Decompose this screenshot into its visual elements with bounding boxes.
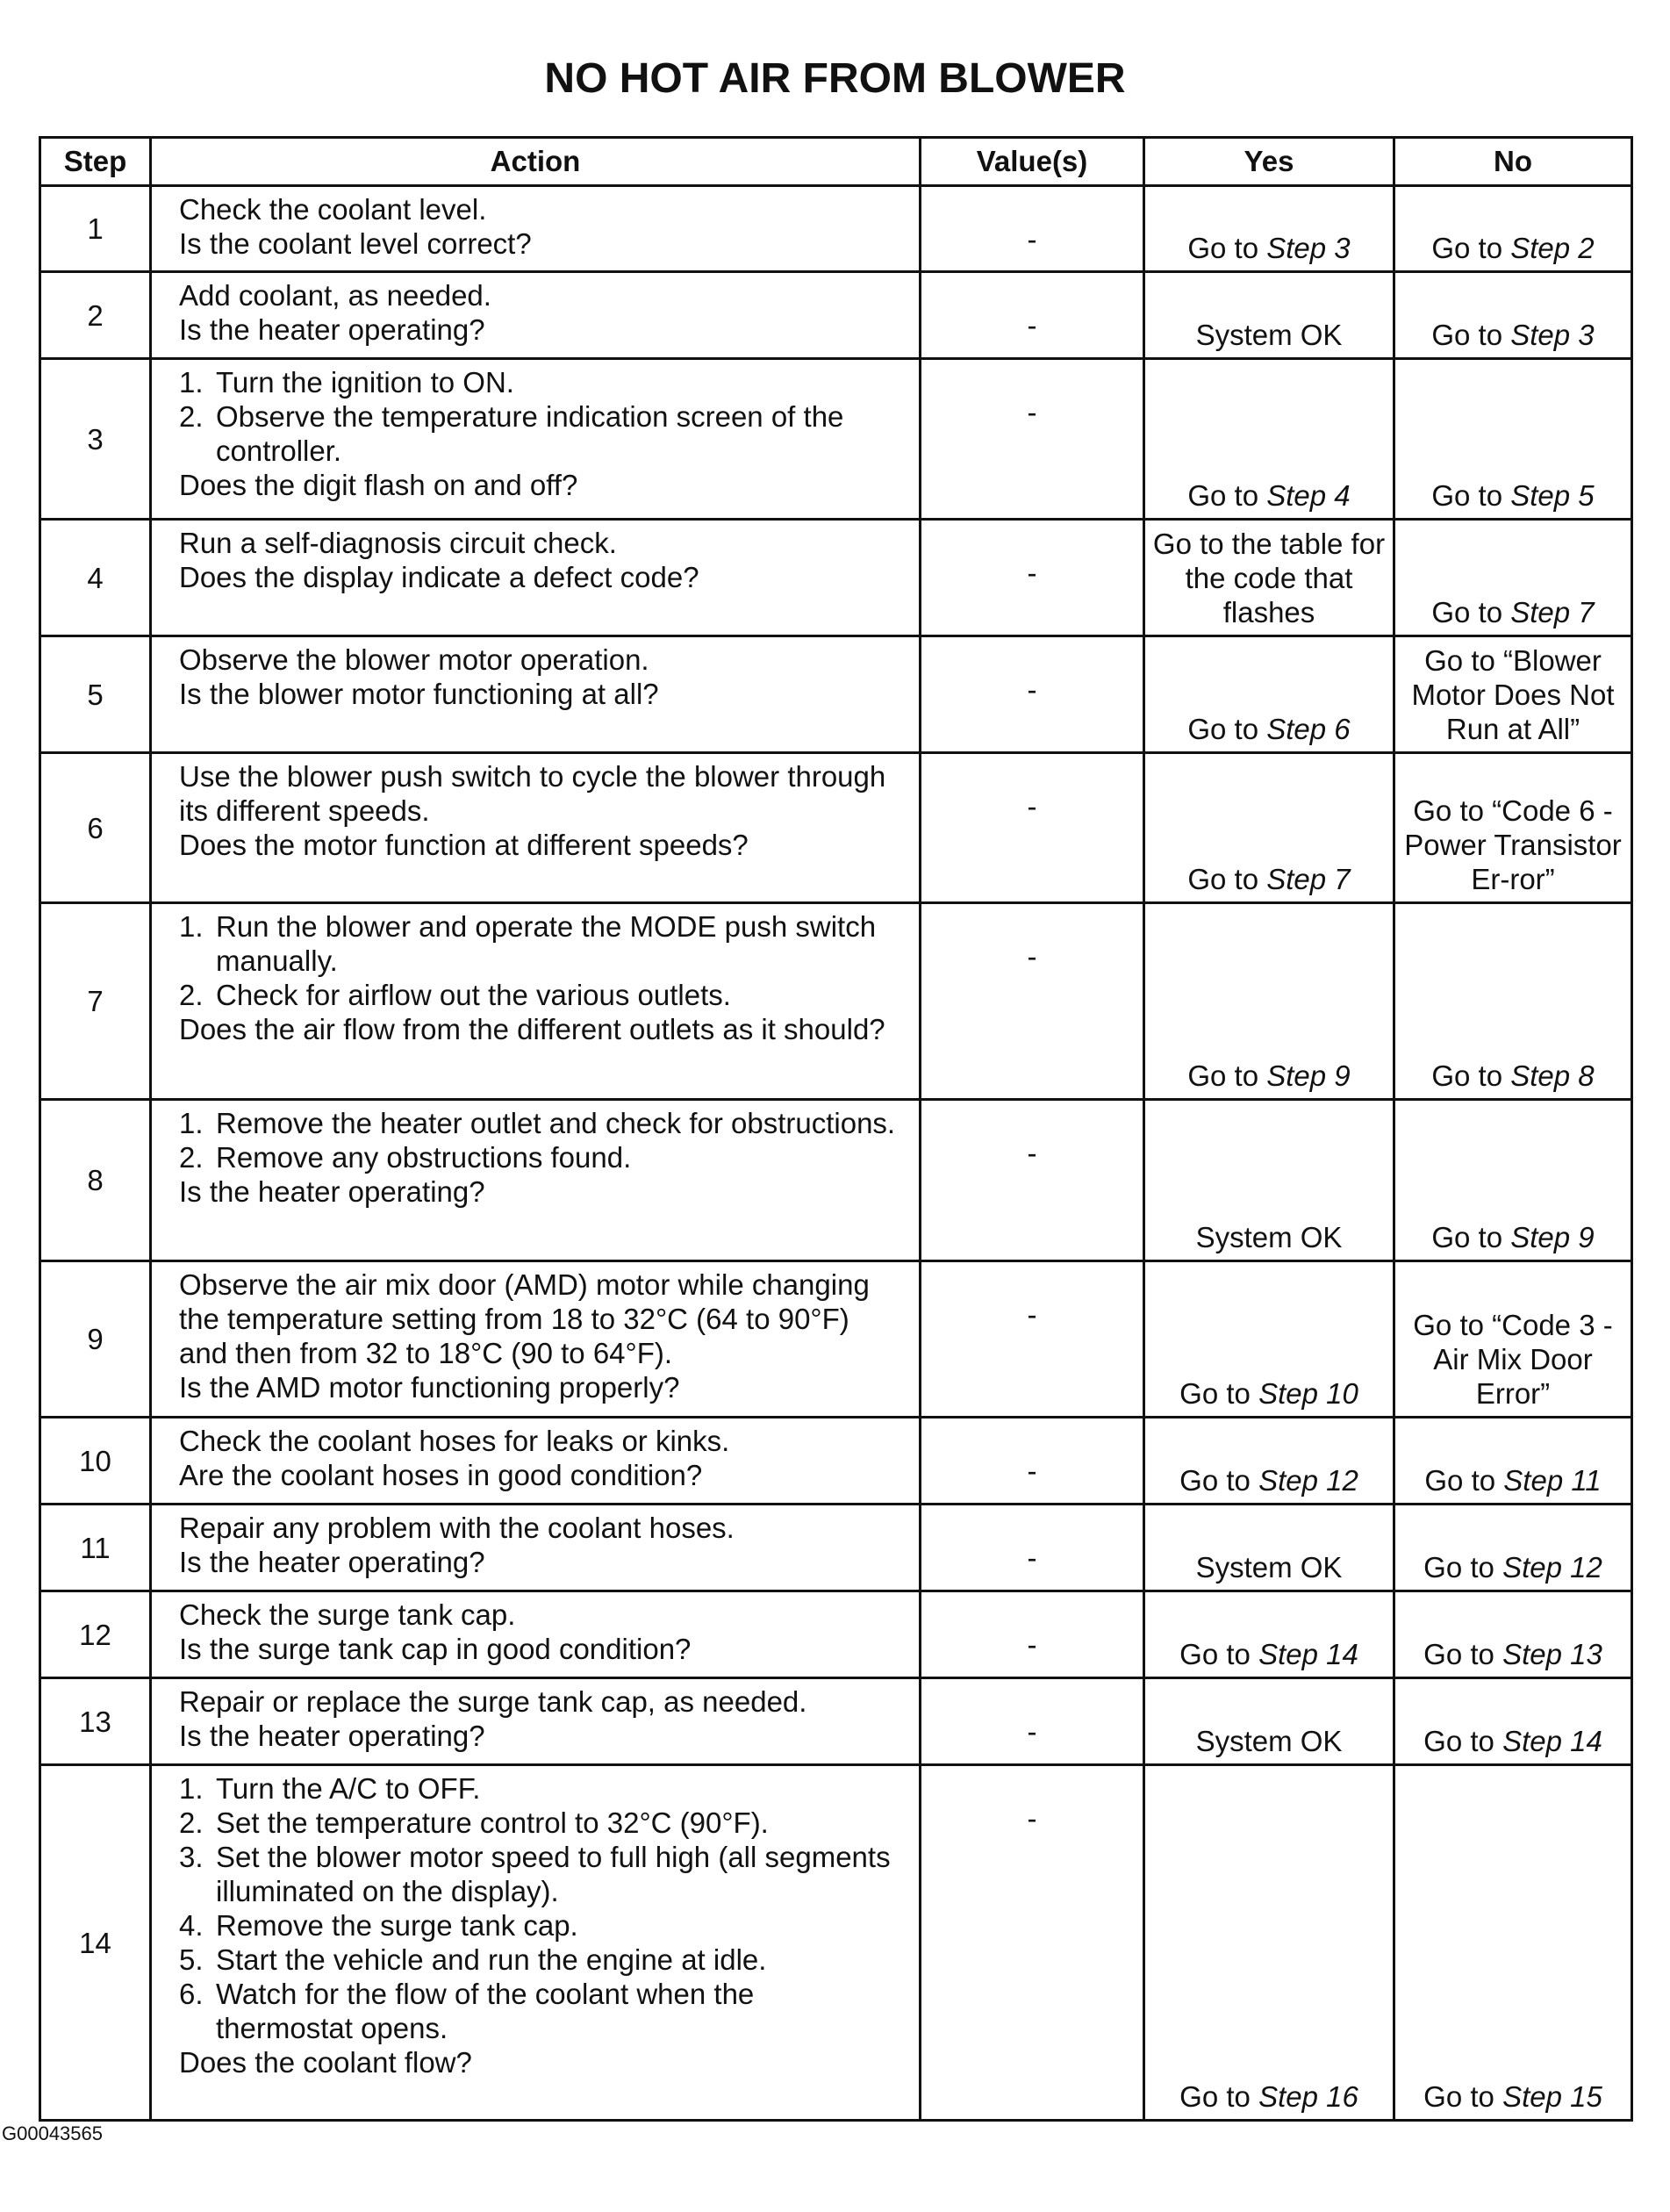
action-text: Check the coolant hoses for leaks or kinks. — [179, 1425, 730, 1457]
no-result-text: Go to “Blower Motor Does Not Run at All” — [1411, 644, 1615, 745]
action-item-text: Set the blower motor speed to full high (all segments illuminated on the display). — [216, 1841, 891, 1907]
action-item-text: Watch for the flow of the coolant when the thermostat opens. — [216, 1978, 755, 2044]
step-number: 2 — [40, 272, 151, 359]
action-item-text: Run the blower and operate the MODE push switch manually. — [216, 910, 877, 977]
action-text: Add coolant, as needed. — [179, 279, 491, 312]
step-number: 12 — [40, 1591, 151, 1678]
step-number: 9 — [40, 1261, 151, 1418]
value-cell: - — [921, 359, 1144, 520]
value-cell: - — [921, 520, 1144, 636]
table-row — [40, 1591, 1632, 1678]
table-header-row — [40, 138, 1632, 186]
yes-cell — [1144, 1678, 1394, 1765]
action-text: Check the coolant level. — [179, 193, 487, 226]
goto-prefix: Go to — [1179, 1638, 1251, 1670]
step-number: 3 — [40, 359, 151, 520]
action-numbered-item — [179, 1943, 898, 1977]
goto-step-link: Step 4 — [1266, 479, 1351, 512]
step-number: 7 — [40, 903, 151, 1100]
action-numbered-item — [179, 1908, 898, 1943]
value-cell: - — [921, 272, 1144, 359]
goto-prefix: Go to — [1424, 1464, 1496, 1497]
goto-step-link: Step 16 — [1258, 2080, 1358, 2113]
action-numbered-item — [179, 909, 898, 978]
action-cell — [151, 186, 921, 272]
action-item-number: 1. — [179, 366, 204, 399]
goto-prefix: Go to — [1423, 1551, 1494, 1584]
no-cell — [1394, 753, 1632, 903]
table-row — [40, 186, 1632, 272]
yes-cell — [1144, 520, 1394, 636]
action-numbered-item — [179, 1140, 898, 1174]
action-text: Repair or replace the surge tank cap, as needed. — [179, 1685, 807, 1718]
table-row — [40, 1100, 1632, 1261]
header-values: Value(s) — [921, 138, 1144, 186]
yes-cell — [1144, 1591, 1394, 1678]
table-row — [40, 1505, 1632, 1591]
no-cell — [1394, 520, 1632, 636]
action-item-text: Observe the temperature indication screen of the controller. — [216, 400, 844, 467]
no-cell — [1394, 186, 1632, 272]
yes-cell — [1144, 903, 1394, 1100]
no-cell — [1394, 1100, 1632, 1261]
goto-step-link: Step 7 — [1266, 863, 1351, 895]
yes-cell — [1144, 1261, 1394, 1418]
action-cell — [151, 1678, 921, 1765]
action-text: Observe the air mix door (AMD) motor while changing the temperature setting from 18 to 32°C (64 to 90°F) and then from 32 to 18°C (90 to 64°F). — [179, 1268, 870, 1369]
table-row — [40, 1765, 1632, 2121]
action-text: Is the heater operating? — [179, 1720, 485, 1752]
no-cell — [1394, 1591, 1632, 1678]
yes-cell — [1144, 1765, 1394, 2121]
goto-step-link: Step 11 — [1503, 1464, 1602, 1497]
table-row — [40, 753, 1632, 903]
table-row — [40, 520, 1632, 636]
action-numbered-item — [179, 365, 898, 399]
value-cell: - — [921, 1765, 1144, 2121]
step-number: 6 — [40, 753, 151, 903]
action-cell — [151, 1100, 921, 1261]
no-cell — [1394, 272, 1632, 359]
action-item-text: Start the vehicle and run the engine at idle. — [216, 1943, 767, 1976]
table-body — [40, 186, 1632, 2121]
action-item-number: 5. — [179, 1943, 204, 1976]
no-result-text: Go to “Code 6 - Power Transistor Er-ror” — [1404, 794, 1622, 895]
goto-prefix: Go to — [1431, 1059, 1503, 1092]
action-item-number: 4. — [179, 1909, 204, 1942]
no-cell — [1394, 1418, 1632, 1505]
action-text: Does the digit flash on and off? — [179, 469, 578, 501]
goto-prefix: Go to — [1431, 1221, 1503, 1253]
step-number: 1 — [40, 186, 151, 272]
action-item-text: Remove the surge tank cap. — [216, 1909, 578, 1942]
no-cell — [1394, 1678, 1632, 1765]
action-item-text: Turn the A/C to OFF. — [216, 1772, 481, 1805]
action-cell — [151, 520, 921, 636]
action-item-number: 2. — [179, 400, 204, 433]
action-numbered-item — [179, 1771, 898, 1806]
goto-prefix: Go to — [1179, 1464, 1251, 1497]
no-cell — [1394, 1765, 1632, 2121]
action-item-text: Remove the heater outlet and check for obstructions. — [216, 1107, 896, 1139]
goto-step-link: Step 5 — [1510, 479, 1595, 512]
goto-prefix: Go to — [1423, 1725, 1494, 1757]
header-yes: Yes — [1144, 138, 1394, 186]
goto-prefix: Go to — [1423, 1638, 1494, 1670]
table-row — [40, 1418, 1632, 1505]
goto-prefix: Go to — [1187, 713, 1259, 745]
yes-cell — [1144, 359, 1394, 520]
table-row — [40, 903, 1632, 1100]
goto-prefix: Go to — [1187, 863, 1259, 895]
goto-step-link: Step 2 — [1510, 232, 1595, 264]
action-text: Is the heater operating? — [179, 1175, 485, 1208]
action-text: Use the blower push switch to cycle the blower through its different speeds. — [179, 760, 886, 827]
action-cell — [151, 1418, 921, 1505]
value-cell: - — [921, 1678, 1144, 1765]
value-cell: - — [921, 1100, 1144, 1261]
yes-cell — [1144, 753, 1394, 903]
goto-prefix: Go to — [1179, 1377, 1251, 1410]
header-no: No — [1394, 138, 1632, 186]
goto-step-link: Step 12 — [1502, 1551, 1602, 1584]
action-item-text: Turn the ignition to ON. — [216, 366, 514, 399]
goto-step-link: Step 15 — [1502, 2080, 1602, 2113]
step-number: 10 — [40, 1418, 151, 1505]
action-item-number: 1. — [179, 910, 204, 943]
no-cell — [1394, 359, 1632, 520]
action-numbered-item — [179, 1977, 898, 2045]
value-cell: - — [921, 753, 1144, 903]
goto-prefix: Go to — [1431, 596, 1503, 628]
action-item-number: 2. — [179, 979, 204, 1011]
goto-step-link: Step 14 — [1502, 1725, 1602, 1757]
action-item-number: 2. — [179, 1141, 204, 1174]
action-numbered-item — [179, 1106, 898, 1140]
step-number: 8 — [40, 1100, 151, 1261]
yes-result-text: System OK — [1195, 1221, 1343, 1253]
table-row — [40, 1678, 1632, 1765]
action-item-number: 1. — [179, 1772, 204, 1805]
no-cell — [1394, 1505, 1632, 1591]
step-number: 13 — [40, 1678, 151, 1765]
value-cell: - — [921, 186, 1144, 272]
figure-id: G00043565 — [2, 2122, 103, 2144]
table-row — [40, 272, 1632, 359]
action-text: Is the coolant level correct? — [179, 227, 532, 260]
action-text: Run a self-diagnosis circuit check. — [179, 527, 617, 559]
action-item-text: Remove any obstructions found. — [216, 1141, 632, 1174]
table-row — [40, 1261, 1632, 1418]
table-row — [40, 359, 1632, 520]
goto-prefix: Go to — [1187, 1059, 1259, 1092]
no-result-text: Go to “Code 3 - Air Mix Door Error” — [1413, 1309, 1613, 1410]
header-action: Action — [151, 138, 921, 186]
value-cell: - — [921, 1261, 1144, 1418]
no-cell — [1394, 903, 1632, 1100]
action-cell — [151, 636, 921, 753]
action-item-text: Set the temperature control to 32°C (90°F). — [216, 1806, 769, 1839]
action-cell — [151, 753, 921, 903]
action-cell — [151, 903, 921, 1100]
action-cell — [151, 272, 921, 359]
action-numbered-item — [179, 399, 898, 468]
goto-step-link: Step 6 — [1266, 713, 1351, 745]
action-cell — [151, 1591, 921, 1678]
goto-step-link: Step 7 — [1510, 596, 1595, 628]
value-cell: - — [921, 1418, 1144, 1505]
value-cell: - — [921, 636, 1144, 753]
action-cell — [151, 1261, 921, 1418]
action-text: Observe the blower motor operation. — [179, 643, 649, 676]
yes-cell — [1144, 186, 1394, 272]
goto-step-link: Step 9 — [1266, 1059, 1351, 1092]
goto-step-link: Step 13 — [1502, 1638, 1602, 1670]
yes-cell — [1144, 1418, 1394, 1505]
action-item-text: Check for airflow out the various outlets. — [216, 979, 731, 1011]
goto-step-link: Step 10 — [1258, 1377, 1358, 1410]
action-text: Repair any problem with the coolant hoses. — [179, 1512, 735, 1544]
action-text: Does the display indicate a defect code? — [179, 561, 699, 593]
step-number: 11 — [40, 1505, 151, 1591]
value-cell: - — [921, 1591, 1144, 1678]
diagnostic-table — [39, 136, 1633, 2122]
action-text: Are the coolant hoses in good condition? — [179, 1459, 703, 1491]
yes-result-text: System OK — [1195, 1725, 1343, 1757]
step-number: 5 — [40, 636, 151, 753]
yes-cell — [1144, 272, 1394, 359]
step-number: 14 — [40, 1765, 151, 2121]
yes-result-text: System OK — [1195, 319, 1343, 351]
goto-prefix: Go to — [1187, 479, 1259, 512]
yes-result-text: Go to the table for the code that flashes — [1152, 528, 1386, 628]
yes-cell — [1144, 1100, 1394, 1261]
action-numbered-item — [179, 1806, 898, 1840]
goto-prefix: Go to — [1423, 2080, 1494, 2113]
action-text: Does the air flow from the different outlets as it should? — [179, 1013, 885, 1045]
goto-prefix: Go to — [1187, 232, 1259, 264]
yes-result-text: System OK — [1195, 1551, 1343, 1584]
yes-cell — [1144, 636, 1394, 753]
yes-cell — [1144, 1505, 1394, 1591]
action-item-number: 6. — [179, 1978, 204, 2010]
action-numbered-item — [179, 1840, 898, 1908]
action-item-number: 3. — [179, 1841, 204, 1873]
goto-step-link: Step 3 — [1266, 232, 1351, 264]
action-text: Is the surge tank cap in good condition? — [179, 1633, 692, 1665]
table-row — [40, 636, 1632, 753]
action-text: Is the AMD motor functioning properly? — [179, 1371, 680, 1404]
action-cell — [151, 1505, 921, 1591]
action-item-number: 1. — [179, 1107, 204, 1139]
action-text: Does the motor function at different speeds? — [179, 829, 749, 861]
goto-prefix: Go to — [1431, 232, 1503, 264]
goto-prefix: Go to — [1431, 479, 1503, 512]
goto-step-link: Step 12 — [1258, 1464, 1358, 1497]
goto-prefix: Go to — [1179, 2080, 1251, 2113]
value-cell: - — [921, 1505, 1144, 1591]
action-text: Is the heater operating? — [179, 1546, 485, 1578]
action-text: Does the coolant flow? — [179, 2046, 472, 2079]
page-title: NO HOT AIR FROM BLOWER — [544, 55, 1126, 102]
goto-step-link: Step 14 — [1258, 1638, 1358, 1670]
action-cell — [151, 1765, 921, 2121]
action-numbered-item — [179, 978, 898, 1012]
header-step: Step — [40, 138, 151, 186]
action-text: Is the blower motor functioning at all? — [179, 678, 659, 710]
action-text: Is the heater operating? — [179, 313, 485, 346]
goto-prefix: Go to — [1431, 319, 1503, 351]
value-cell: - — [921, 903, 1144, 1100]
goto-step-link: Step 3 — [1510, 319, 1595, 351]
no-cell — [1394, 636, 1632, 753]
action-text: Check the surge tank cap. — [179, 1598, 516, 1631]
action-item-number: 2. — [179, 1806, 204, 1839]
no-cell — [1394, 1261, 1632, 1418]
goto-step-link: Step 8 — [1510, 1059, 1595, 1092]
action-cell — [151, 359, 921, 520]
goto-step-link: Step 9 — [1510, 1221, 1595, 1253]
step-number: 4 — [40, 520, 151, 636]
